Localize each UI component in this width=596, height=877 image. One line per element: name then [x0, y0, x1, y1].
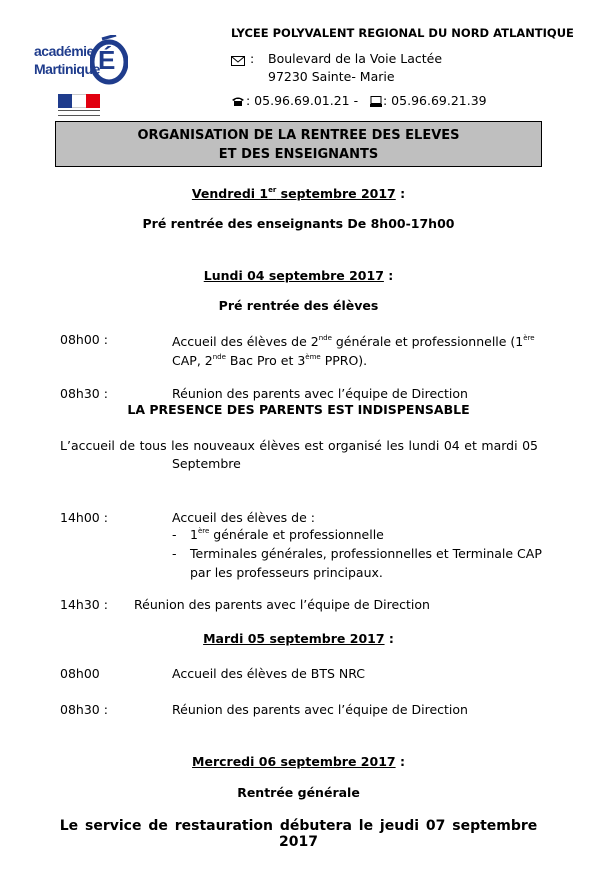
phone-icon: [231, 95, 245, 110]
logo-text-martinique: Martinique: [34, 61, 100, 77]
day2-e3-time: 14h00 :: [60, 510, 108, 525]
day2-subtitle: Pré rentrée des élèves: [218, 298, 379, 313]
day3-heading: [55, 631, 542, 646]
list-item: - 1ère générale et professionnelle: [172, 525, 542, 544]
day4-date: Mercredi 06 septembre 2017: [192, 754, 396, 769]
day2-e4-time: 14h30 :: [60, 597, 108, 612]
day4-subtitle: Rentrée générale: [237, 785, 360, 800]
day2-e3-list: [172, 525, 542, 582]
logo-caption-lines: [58, 110, 100, 116]
title-line1: ORGANISATION DE LA RENTREE DES ELEVES: [137, 128, 460, 143]
logo-letter-e: É: [98, 45, 116, 75]
title-line2: ET DES ENSEIGNANTS: [218, 147, 379, 162]
day2-e4-text: Réunion des parents avec l’équipe de Direction: [134, 597, 430, 612]
day2-note-line2: Septembre: [172, 456, 241, 471]
day3-e1-time: 08h00: [60, 666, 100, 681]
day3-date: Mardi 05 septembre 2017: [203, 631, 385, 646]
address-colon: :: [250, 51, 255, 66]
address-line2: 97230 Sainte- Marie: [268, 69, 395, 84]
envelope-icon: [231, 54, 245, 69]
day2-note-line1: L’accueil de tous les nouveaux élèves est organisé les lundi 04 et mardi 05: [60, 438, 538, 453]
list-item: - Terminales générales, professionnelles et Terminale CAP par les professeurs principaux.: [172, 544, 542, 582]
day4-heading: [55, 754, 542, 769]
academie-logo: [30, 35, 130, 115]
footer-notice: Le service de restauration débutera le jeudi 07 septembre 2017: [59, 818, 538, 850]
day3-e1-text: Accueil des élèves de BTS NRC: [172, 666, 366, 681]
marianne-flag: [58, 94, 100, 108]
day2-e3-text: Accueil des élèves de :: [172, 510, 315, 525]
day2-e1-text: Accueil des élèves de 2nde générale et professionnelle (1ère CAP, 2nde Bac Pro et 3ème PPRO).: [172, 333, 535, 368]
school-name: LYCEE POLYVALENT REGIONAL DU NORD ATLANTIQUE: [231, 26, 574, 40]
day1-heading: [55, 186, 542, 201]
day2-e2-time: 08h30 :: [60, 386, 108, 401]
title-box: [55, 121, 542, 167]
fax-icon: [370, 95, 382, 110]
day2-heading: [55, 268, 542, 283]
day2-e2-text: Réunion des parents avec l’équipe de Direction: [172, 386, 468, 401]
day1-colon: :: [400, 186, 406, 201]
day3-e2-text: Réunion des parents avec l’équipe de Direction: [172, 702, 468, 717]
day2-date: Lundi 04 septembre 2017: [203, 268, 384, 283]
fax-number: : 05.96.69.21.39: [383, 93, 487, 108]
day3-colon: :: [388, 631, 394, 646]
day3-e2-time: 08h30 :: [60, 702, 108, 717]
day4-colon: :: [399, 754, 405, 769]
day2-e1-time: 08h00 :: [60, 332, 108, 347]
day1-date: Vendredi 1er septembre 2017: [191, 185, 396, 201]
phone-number: : 05.96.69.01.21 -: [246, 93, 359, 108]
day1-line: Pré rentrée des enseignants De 8h00-17h00: [142, 216, 455, 231]
day2-colon: :: [388, 268, 394, 283]
address-line1: Boulevard de la Voie Lactée: [268, 51, 443, 66]
logo-text-academie: académie: [34, 43, 94, 59]
day2-e2-bold: LA PRESENCE DES PARENTS EST INDISPENSABLE: [127, 402, 470, 417]
